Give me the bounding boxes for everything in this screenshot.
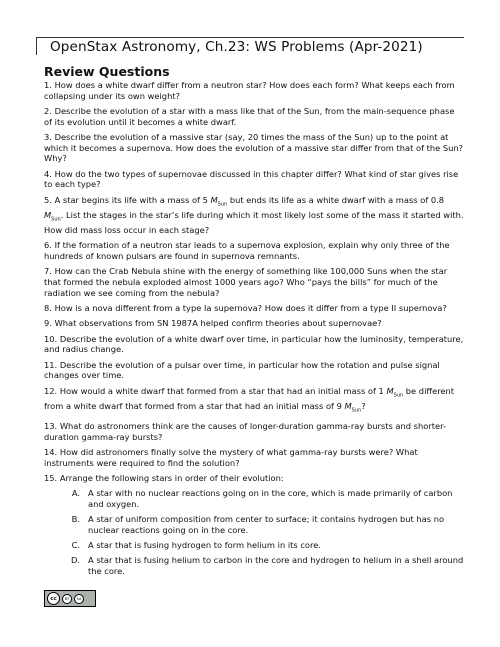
question-text: If the formation of a neutron star leads to a supernova explosion, explain why only three of the hundreds of known pulsars are found in supernova remnants. (44, 240, 450, 262)
worksheet-content (44, 64, 464, 581)
question-number: 2. (44, 105, 55, 116)
option-text: A star of uniform composition from center to surface; it contains hydrogen but has no nuclear reactions going on in the core. (88, 514, 445, 535)
option-text: A star with no nuclear reactions going on in the core, which is made primarily of carbon and oxygen. (88, 488, 453, 509)
question-item (44, 447, 464, 468)
attribution-icon: BY (62, 594, 72, 604)
worksheet-title: OpenStax Astronomy, Ch.23: WS Problems (Apr-2021) (50, 39, 423, 55)
question-number: 6. (44, 240, 55, 251)
question-number: 9. (44, 318, 55, 329)
question-text: How can the Crab Nebula shine with the energy of something like 100,000 Suns when the star that formed the nebula exploded almost 1000 years ago? Who “pays the bills” for much of the radiation we see coming from the nebula? (44, 266, 448, 298)
question-text: Arrange the following stars in order of their evolution: (59, 473, 284, 483)
question-item (44, 473, 464, 484)
question-item (44, 360, 464, 381)
question-text: How do the two types of supernovae discussed in this chapter differ? What kind of star gives rise to each type? (44, 168, 459, 190)
question-item (44, 106, 464, 127)
worksheet-header (36, 37, 464, 55)
question-text: Describe the evolution of a white dwarf over time, in particular how the luminosity, temperature, and radius change. (44, 333, 464, 355)
question-item (44, 421, 464, 442)
section-title: Review Questions (44, 64, 170, 79)
option-letter: B. (71, 514, 80, 525)
question-number: 14. (44, 447, 60, 458)
option-text: A star that is fusing hydrogen to form helium in its core. (88, 539, 321, 550)
option-item (44, 514, 464, 535)
option-item (44, 540, 464, 551)
question-text: What observations from SN 1987A helped confirm theories about supernovae? (54, 318, 382, 329)
option-item (44, 555, 464, 576)
question-text: Describe the evolution of a pulsar over time, in particular how the rotation and pulse signal changes over time. (44, 359, 440, 381)
answer-options (44, 488, 464, 576)
share-alike-icon: SA (74, 594, 84, 604)
question-text: Describe the evolution of a massive star (say, 20 times the mass of the Sun) up to the point at which it becomes a supernova. How does the evolution of a massive star differ from that of the Sun? Why? (44, 131, 464, 164)
question-text: What do astronomers think are the causes of longer-duration gamma-ray bursts and shorter-duration gamma-ray bursts? (44, 421, 446, 442)
question-number: 12. (44, 385, 60, 396)
question-text: How would a white dwarf that formed from a star that had an initial mass of 1 $M_{Sun}$ be different from a white dwarf that formed from a star that had an initial mass of 9 $M_{Sun}$? (44, 385, 455, 414)
question-text: How does a white dwarf differ from a neutron star? How does each form? What keeps each from collapsing under its own weight? (44, 80, 455, 101)
question-list (44, 80, 464, 576)
option-item (44, 488, 464, 509)
question-item (44, 132, 464, 164)
question-number: 13. (44, 421, 60, 432)
solar-mass-symbol: $M_{Sun}$ (210, 194, 228, 208)
solar-mass-symbol: $M_{Sun}$ (344, 400, 362, 414)
question-item (44, 195, 464, 236)
question-item (44, 386, 464, 417)
cc-license-badge (44, 590, 96, 607)
question-number: 7. (44, 266, 55, 277)
question-number: 11. (44, 359, 60, 370)
question-item (44, 240, 464, 261)
option-letter: D. (70, 555, 80, 566)
question-number: 10. (44, 333, 60, 344)
question-item (44, 266, 464, 298)
question-item (44, 303, 464, 314)
option-letter: C. (71, 539, 80, 550)
question-text: How is a nova different from a type Ia supernova? How does it differ from a type II supernova? (54, 302, 447, 313)
question-item (44, 80, 464, 101)
option-text: A star that is fusing helium to carbon in the core and hydrogen to helium in a shell around the core. (88, 555, 464, 576)
question-text: Describe the evolution of a star with a mass like that of the Sun, from the main-sequence phase of its evolution until it becomes a white dwarf. (44, 105, 455, 127)
solar-mass-symbol: $M_{Sun}$ (44, 209, 61, 223)
question-item (44, 334, 464, 355)
question-text: How did astronomers finally solve the mystery of what gamma-ray bursts were? What instruments were required to find the solution? (44, 447, 418, 468)
question-text: A star begins its life with a mass of 5 $M_{Sun}$ but ends its life as a white dwarf with a mass of 0.8 $M_{Sun}$. List the stages in the star’s life during which it most likely lost some of the mass it started with. How did mass loss occur in each stage? (44, 194, 464, 236)
question-number: 3. (44, 131, 55, 142)
question-number: 8. (44, 302, 55, 313)
question-number: 4. (44, 168, 55, 179)
question-number: 15. (44, 473, 60, 483)
question-number: 1. (44, 80, 55, 90)
question-item (44, 169, 464, 190)
option-letter: A. (71, 488, 80, 499)
solar-mass-symbol: $M_{Sun}$ (386, 385, 404, 399)
question-item (44, 318, 464, 329)
question-number: 5. (44, 194, 55, 205)
creative-commons-icon: cc (47, 592, 60, 605)
